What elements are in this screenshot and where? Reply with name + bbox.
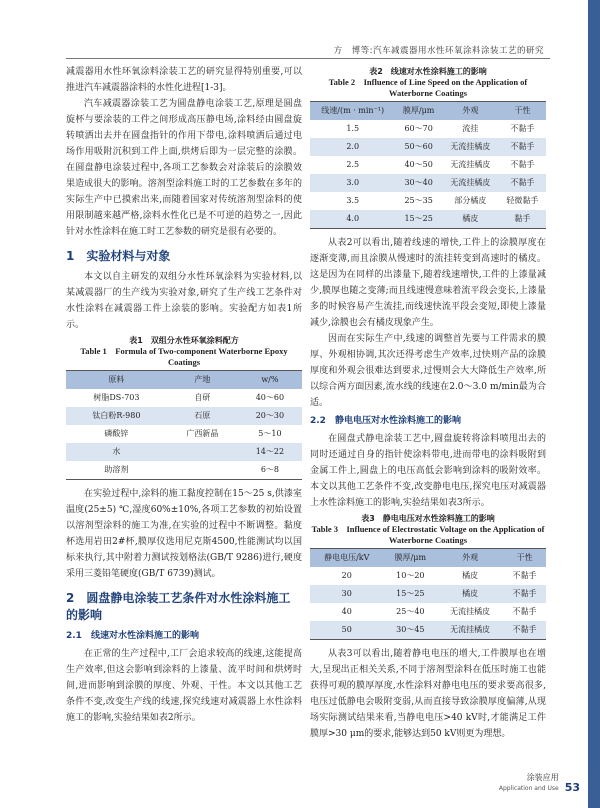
table-cell: 树脂DS-703: [93, 393, 140, 402]
line-speed-table: [310, 101, 546, 229]
section-heading: 1 实验材料与对象: [66, 249, 171, 263]
table-cell: 轻微黏手: [506, 196, 539, 205]
table-cell: 40～60: [255, 393, 285, 402]
paragraph: 因而在实际生产中,线速的调整首先要与工件需求的膜厚、外观相协调,其次还得考虑生产效率,过快则产品的涂膜厚度和外观会很难达到要求,过慢则会大大降低生产效率,所以综合两方面因素,流水线的线速在2.0～3.0 m/min最为合适。: [310, 334, 546, 408]
table-cell: 不黏手: [499, 138, 546, 156]
table-caption: [66, 335, 302, 368]
table-header: w/%: [238, 371, 302, 390]
table-cell: [167, 443, 238, 461]
table-cell: 20: [341, 571, 352, 580]
table-caption: [310, 513, 546, 546]
table-cell: 不黏手: [503, 585, 546, 603]
table-cell: 磷酸锌: [104, 429, 129, 438]
table-row: [66, 407, 302, 425]
table-cell: 不黏手: [512, 571, 537, 580]
table-cell: 部分橘皮: [454, 196, 487, 205]
table-cell: 14～22: [238, 443, 302, 461]
table-row: [310, 120, 546, 138]
table-caption-en: Table 3 Influence of Electrostatic Voltage on the Application of Waterborne Coatings: [311, 524, 545, 545]
table-cell: 不黏手: [512, 607, 537, 616]
table-caption-cn: 表3 静电电压对水性涂料施工的影响: [361, 514, 495, 523]
table-caption: [310, 66, 546, 99]
table-row: [310, 156, 546, 174]
table-cell: 20～30: [238, 407, 302, 425]
table-cell: 水: [66, 443, 167, 461]
table-header: 静电电压/kV: [310, 549, 383, 568]
table-cell: 15～25: [395, 210, 441, 229]
table-cell: 3.0: [310, 174, 395, 192]
table-header: 膜厚/μm: [395, 102, 441, 121]
table-cell: 橘皮: [442, 210, 499, 229]
table-cell: 15～25: [383, 585, 437, 603]
table-cell: 2.5: [346, 160, 360, 169]
table-header: 线速/(m · min⁻¹): [310, 102, 395, 121]
table-row: [310, 138, 546, 156]
table-header: 外观: [442, 102, 499, 121]
table-cell: 黏手: [499, 210, 546, 229]
left-column: [66, 64, 302, 726]
table-row: [310, 567, 546, 585]
table-cell: 广西新晶: [186, 429, 219, 438]
table-row: [310, 174, 546, 192]
journal-section: [499, 772, 559, 794]
table-header: 干性: [503, 549, 546, 568]
table-cell: 3.5: [346, 196, 360, 205]
table-row: [310, 210, 546, 229]
table-cell: 无流挂橘皮: [442, 138, 499, 156]
table-cell: 无流挂橘皮: [450, 160, 491, 169]
paragraph: 在圆盘式静电涂装工艺中,圆盘旋转将涂料喷甩出去的同时还通过自身的指针使涂料带电,进而带电的涂料吸附到金属工件上,圆盘上的电压高低会影响到涂料的吸附效率。本文以其他工艺条件不变,改变静电电压,探究电压对减震器上水性涂料施工的影响,实验结果如表3所示。: [310, 434, 546, 508]
section-heading: 2 圆盘静电涂装工艺条件对水性涂料施工的影响: [66, 591, 291, 622]
table-cell: 自研: [194, 393, 211, 402]
table-cell: 不黏手: [499, 174, 546, 192]
table-cell: 50: [310, 621, 383, 640]
table-header: 产地: [167, 371, 238, 390]
table-cell: 25～35: [404, 196, 433, 205]
table-row: [66, 425, 302, 443]
right-column: [310, 64, 546, 742]
table-cell: 流挂: [462, 124, 479, 133]
table-header: 干性: [499, 102, 546, 121]
table-cell: 5～10: [258, 429, 282, 438]
paragraph: 从表3可以看出,随着静电电压的增大,工件膜厚也在增大,呈现出正相关关系,不同于溶剂型涂料在低压时施工也能获得可观的膜厚厚度,水性涂料对静电电压的要求要高很多,电压过低静电会吸附变弱,从而直接导致涂膜厚度偏薄,从现场实际测试结果来看,当静电电压>40 kV时,才能满足工件膜厚>30 μm的要求,能够达到50 kV则更为理想。: [310, 649, 546, 739]
table-cell: 钛白粉R-980: [66, 407, 167, 425]
table-cell: 30～40: [395, 174, 441, 192]
table-cell: 40: [341, 607, 352, 616]
table-cell: 不黏手: [510, 124, 535, 133]
paragraph: 在正常的生产过程中,工厂会追求较高的线速,这能提高生产效率,但这会影响到涂料的上漆量、流平时间和烘烤时间,进而影响到涂膜的厚度、外观、干性。本文以其他工艺条件不变,改变生产线的线速,探究线速对减震器上水性涂料施工的影响,实验结果如表2所示。: [66, 649, 302, 723]
table-cell: 不黏手: [503, 621, 546, 640]
paragraph: 在实验过程中,涂料的施工黏度控制在15～25 s,供漆室温度(25±5) ℃,湿度60%±10%,各项工艺参数的初始设置以溶剂型涂料的施工为准,在实验的过程中不断调整。黏度杯选用岩田2#杯,膜厚仪选用尼克斯4500,性能测试均以国标来执行,其中附着力测试按划格法(GB/T 9286)进行,硬度采用三菱铅笔硬度(GB/T 6739)测试。: [66, 489, 302, 579]
running-header: 方 博等:汽车减震器用水性环氧涂料涂装工艺的研究: [333, 46, 544, 56]
table-row: [66, 443, 302, 461]
section-edge-tab: [588, 0, 600, 808]
paragraph: 从表2可以看出,随着线速的增快,工件上的涂膜厚度在逐渐变薄,而且涂膜从慢速时的流挂转变到高速时的橘皮。这是因为在同样的出漆量下,随着线速增快,工件的上漆量减少,膜厚也随之变薄;而且线速慢意味着流平段会变长,上漆量多的时候容易产生流挂,而线速快流平段会变短,即使上漆量减少,涂膜也会有橘皮现象产生。: [310, 238, 546, 328]
table-cell: 60～70: [404, 124, 433, 133]
table-cell: 2.0: [310, 138, 395, 156]
table-cell: [167, 461, 238, 480]
table-cell: 无流挂橘皮: [442, 174, 499, 192]
header-rule: [66, 58, 550, 59]
table-cell: 无流挂橘皮: [450, 607, 491, 616]
table-caption-cn: 表2 线速对水性涂料施工的影响: [369, 67, 487, 76]
table-header: 外观: [437, 549, 503, 568]
table-header: 膜厚/μm: [383, 549, 437, 568]
table-header: 原料: [66, 371, 167, 390]
table-cell: 橘皮: [437, 585, 503, 603]
table-row: [310, 192, 546, 210]
table-cell: 50～60: [395, 138, 441, 156]
table-cell: 橘皮: [462, 571, 479, 580]
table-cell: 不黏手: [510, 160, 535, 169]
table-row: [66, 389, 302, 407]
table-cell: 30～45: [383, 621, 437, 640]
table-cell: 助溶剂: [66, 461, 167, 480]
table-caption-cn: 表1 双组分水性环氧涂料配方: [129, 336, 239, 345]
subsection-heading: 2.2 静电电压对水性涂料施工的影响: [310, 416, 461, 426]
subsection-heading: 2.1 线速对水性涂料施工的影响: [66, 631, 199, 641]
table-row: [66, 461, 302, 480]
table-row: [310, 603, 546, 621]
paragraph: 减震器用水性环氧涂料涂装工艺的研究显得特别重要,可以推进汽车减震器涂料的水性化进程[1-3]。: [66, 67, 302, 93]
table-row: [310, 621, 546, 640]
paragraph: 汽车减震器涂装工艺为圆盘静电涂装工艺,原理是圆盘旋杯与要涂装的工件之间形成高压静电场,涂料经由圆盘旋转喷洒出去并在圆盘指针的作用下带电,涂料喷洒后通过电场作用吸附沉积到工件上面,烘烤后即为一层完整的涂膜。在圆盘静电涂装过程中,各项工艺参数会对涂装后的涂膜效果造成很大的影响。溶剂型涂料施工时的工艺参数在多年的实际生产中已摸索出来,而随着国家对传统溶剂型涂料的使用限制越来越严格,涂料水性化已是不可逆的趋势之一,因此针对水性涂料在施工时工艺参数的研究是很有必要的。: [66, 99, 302, 237]
table-caption-en: Table 1 Formula of Two-component Waterborne Epoxy Coatings: [80, 346, 288, 367]
formula-table: [66, 370, 302, 480]
table-cell: 4.0: [310, 210, 395, 229]
journal-section-en: Application and Use: [498, 785, 559, 792]
table-cell: 40～50: [404, 160, 433, 169]
page-footer: [499, 772, 580, 794]
page-number: 53: [564, 781, 580, 794]
table-cell: 1.5: [346, 124, 360, 133]
table-cell: 30: [310, 585, 383, 603]
table-row: [310, 585, 546, 603]
table-caption-en: Table 2 Influence of Line Speed on the Application of Waterborne Coatings: [328, 77, 528, 98]
table-cell: 石原: [167, 407, 238, 425]
paragraph: 本文以自主研发的双组分水性环氧涂料为实验材料,以某减震器厂的生产线为实验对象,研究了生产线工艺条件对水性涂料在减震器工件上涂装的影响。实验配方如表1所示。: [66, 272, 302, 330]
voltage-table: [310, 548, 546, 640]
table-cell: 无流挂橘皮: [437, 621, 503, 640]
table-cell: 10～20: [396, 571, 425, 580]
table-cell: 6～8: [238, 461, 302, 480]
journal-section-cn: 涂装应用: [526, 773, 559, 782]
table-cell: 25～40: [396, 607, 425, 616]
